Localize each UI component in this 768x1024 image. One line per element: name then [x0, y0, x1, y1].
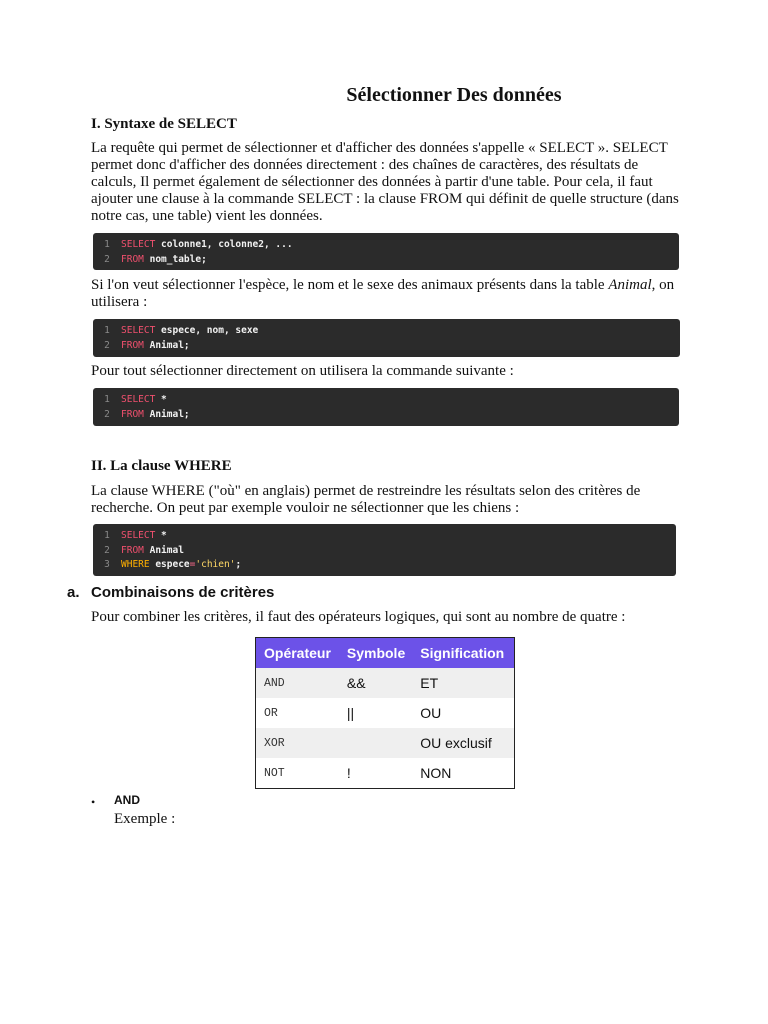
paragraph-text: Si l'on veut sélectionner l'espèce, le nom et le sexe des animaux présents dans la table [91, 277, 609, 293]
table-row [256, 698, 515, 728]
code-text: * [155, 530, 167, 541]
operator-cell: XOR [256, 728, 339, 758]
code-line [93, 238, 679, 253]
code-text: Animal; [143, 408, 190, 420]
table-row [256, 668, 515, 698]
code-line [93, 529, 676, 544]
table-row [256, 758, 515, 789]
bullet-icon: • [91, 795, 96, 809]
code-line [93, 558, 676, 573]
code-operator: = [189, 559, 196, 570]
operator-cell: AND [256, 668, 339, 698]
bullet-label: AND [114, 793, 140, 807]
sql-keyword: FROM [121, 408, 144, 420]
line-number: 2 [104, 544, 110, 556]
code-text: nom_table; [143, 253, 207, 265]
table-row [256, 728, 515, 758]
subsection-heading: Combinaisons de critères [91, 584, 275, 601]
line-number: 1 [104, 530, 110, 541]
meaning-cell: ET [412, 668, 514, 698]
meaning-cell: OU exclusif [412, 728, 514, 758]
example-label: Exemple : [114, 811, 176, 827]
section-2-heading: II. La clause WHERE [91, 458, 232, 474]
table-header-row [256, 638, 515, 669]
paragraph-text: , on utilisera : [91, 277, 675, 310]
table-name-italic: Animal [608, 277, 652, 293]
sql-keyword: FROM [121, 544, 144, 556]
code-text: espece, nom, sexe [155, 325, 259, 336]
section-2-paragraph: La clause WHERE ("où" en anglais) permet de restreindre les résultats selon des critères de recherche. On peut par exemple vouloir ne sélectionner que les chiens : [91, 483, 641, 516]
code-line [93, 253, 679, 268]
code-block-2 [93, 319, 680, 357]
code-line [93, 408, 679, 423]
section-1-paragraph-2 [91, 277, 681, 311]
code-text: * [155, 394, 167, 405]
operators-table [255, 637, 515, 789]
sql-keyword: FROM [121, 253, 144, 265]
code-text: espece [149, 559, 190, 570]
header-meaning: Signification [412, 638, 514, 669]
line-number: 3 [104, 559, 110, 570]
line-number: 2 [104, 253, 110, 265]
code-string: 'chien' [195, 559, 236, 570]
symbol-cell [339, 728, 412, 758]
symbol-cell: || [346, 705, 355, 721]
code-block-4 [93, 524, 676, 576]
subsection-paragraph: Pour combiner les critères, il faut des opérateurs logiques, qui sont au nombre de quatre : [91, 609, 626, 625]
sql-keyword: FROM [121, 339, 144, 351]
section-1-paragraph-3: Pour tout sélectionner directement on utilisera la commande suivante : [91, 363, 514, 379]
code-line [93, 324, 680, 339]
operator-cell: NOT [264, 766, 285, 780]
line-number: 1 [104, 394, 110, 405]
sql-keyword: SELECT [121, 239, 156, 250]
section-1-heading: I. Syntaxe de SELECT [91, 116, 237, 132]
operator-cell: OR [264, 706, 278, 720]
code-line [93, 393, 679, 408]
sql-keyword: SELECT [121, 325, 156, 336]
code-block-3 [93, 388, 679, 426]
line-number: 1 [104, 239, 110, 250]
sql-keyword: SELECT [121, 530, 156, 541]
meaning-cell: OU [420, 705, 442, 721]
code-text: Animal; [143, 339, 190, 351]
symbol-cell: && [339, 668, 412, 698]
line-number: 2 [104, 339, 110, 351]
code-block-1 [93, 233, 679, 270]
meaning-cell: NON [420, 765, 452, 781]
symbol-cell: ! [346, 765, 351, 781]
sql-keyword: SELECT [121, 394, 156, 405]
sql-keyword: WHERE [121, 559, 150, 570]
line-number: 2 [104, 408, 110, 420]
code-text: ; [235, 559, 242, 570]
line-number: 1 [104, 325, 110, 336]
code-text: colonne1, colonne2, ... [155, 239, 293, 250]
section-1-paragraph: La requête qui permet de sélectionner et d'afficher des données s'appelle « SELECT ». SELECT permet donc d'afficher des données directement : des chaînes de caractères, des résultats de calculs, Il permet également de sélectionner des données à partir d'une table. Pour cela, il faut ajouter une clause à la commande SELECT : la clause FROM qui définit de quelle structure (dans notre cas, une table) vient les données. [91, 140, 679, 224]
code-text: Animal [143, 544, 184, 556]
header-symbol: Symbole [339, 638, 412, 669]
page-title: Sélectionner Des données [346, 84, 562, 106]
subsection-marker: a. [67, 584, 80, 601]
code-line [93, 339, 680, 354]
header-operator: Opérateur [256, 638, 339, 669]
code-line [93, 544, 676, 559]
